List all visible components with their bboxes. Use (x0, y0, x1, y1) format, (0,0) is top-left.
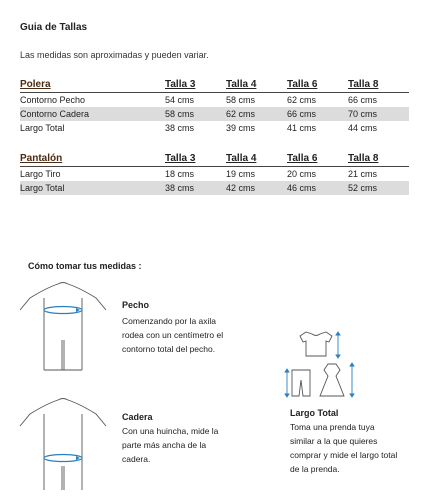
header-cell: Talla 8 (348, 152, 409, 167)
table-cell: 66 cms (287, 107, 348, 121)
table-cell: 44 cms (348, 123, 378, 133)
cadera-title: Cadera (122, 412, 153, 422)
largo-line: comprar y mide el largo total (290, 450, 398, 460)
row-label: Largo Total (20, 181, 165, 195)
largo-line: Toma una prenda tuya (290, 422, 375, 432)
table-cell: 58 cms (165, 107, 226, 121)
row-label: Contorno Cadera (20, 107, 165, 121)
table-row (20, 181, 409, 195)
largo-line: de la prenda. (290, 464, 340, 474)
table-cell: 38 cms (165, 123, 195, 133)
hip-measure-figure (18, 396, 108, 496)
table-cell: 38 cms (165, 181, 226, 195)
header-cell: Talla 8 (348, 78, 409, 93)
header-cell: Talla 3 (165, 152, 226, 167)
table-cell: 39 cms (226, 123, 256, 133)
table-cell: 66 cms (348, 95, 378, 105)
table-header-row (20, 152, 409, 167)
page-subtitle: Las medidas son aproximadas y pueden variar. (20, 50, 209, 60)
header-cell: Talla 6 (287, 78, 348, 93)
largo-line: similar a la que quieres (290, 436, 378, 446)
table-cell: 42 cms (226, 181, 287, 195)
largo-description (290, 420, 397, 476)
pecho-line: contorno total del pecho. (122, 344, 216, 354)
row-label: Largo Total (20, 123, 65, 133)
table-cell: 20 cms (287, 169, 317, 179)
table-cell: 21 cms (348, 169, 378, 179)
header-cell: Talla 4 (226, 78, 287, 93)
header-cell: Polera (20, 78, 165, 93)
table-row (20, 107, 409, 121)
cadera-description (122, 424, 218, 466)
table-cell: 41 cms (287, 123, 317, 133)
table-cell: 70 cms (348, 107, 409, 121)
pecho-title: Pecho (122, 300, 150, 310)
pecho-line: Comenzando por la axila (122, 316, 217, 326)
pantalon-size-table (20, 152, 409, 195)
header-cell: Talla 3 (165, 78, 226, 93)
table-cell: 62 cms (226, 107, 287, 121)
pecho-line: rodea con un centímetro el (122, 330, 224, 340)
table-cell: 62 cms (287, 95, 317, 105)
row-label: Contorno Pecho (20, 95, 86, 105)
table-cell: 46 cms (287, 181, 348, 195)
cadera-line: cadera. (122, 454, 151, 464)
table-row (20, 93, 409, 108)
pecho-description (122, 314, 223, 356)
chest-measure-figure (18, 280, 108, 380)
page-title: Guia de Tallas (20, 22, 88, 33)
table-cell: 18 cms (165, 169, 195, 179)
largo-title: Largo Total (290, 408, 339, 418)
table-row (20, 121, 409, 135)
garment-length-icons (284, 330, 364, 400)
trousers-icon (292, 370, 310, 396)
table-cell: 19 cms (226, 169, 256, 179)
dress-icon (320, 364, 344, 396)
cadera-line: parte más ancha de la (122, 440, 207, 450)
table-row (20, 167, 409, 182)
table-cell: 52 cms (348, 181, 409, 195)
header-cell: Talla 6 (287, 152, 348, 167)
cadera-line: Con una huincha, mide la (122, 426, 219, 436)
tshirt-icon (300, 332, 332, 356)
table-header-row (20, 78, 409, 93)
table-cell: 54 cms (165, 95, 195, 105)
header-cell: Talla 4 (226, 152, 287, 167)
measure-section-title: Cómo tomar tus medidas : (28, 261, 142, 271)
row-label: Largo Tiro (20, 169, 61, 179)
table-cell: 58 cms (226, 95, 256, 105)
header-cell: Pantalón (20, 152, 165, 167)
polera-size-table (20, 78, 409, 135)
